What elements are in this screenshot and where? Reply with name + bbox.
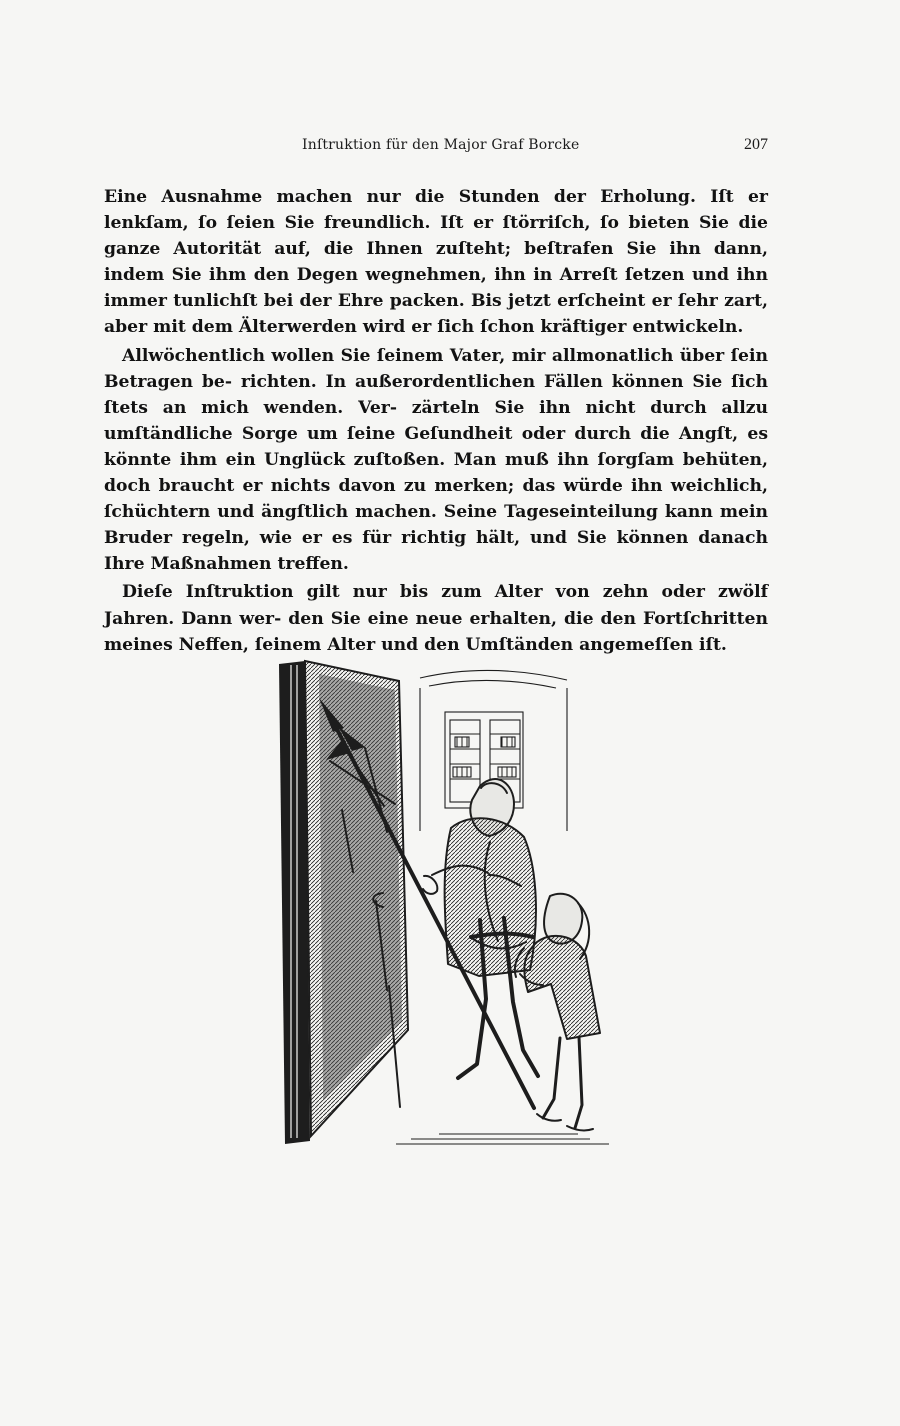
paragraph-1: Eine Ausnahme machen nur die Stunden der Erholung. Iſt er lenkſam, ſo ſeien Sie freundlich. Iſt er ſtörriſch, ſo bieten Sie die ganze Autorität auf, die Ihnen zuſteht; beſtrafen Sie ihn dann, indem Sie ihm den Degen wegnehmen, ihn in Arreſt ſetzen und ihn immer tunlichſt bei der Ehre packen. Bis jetzt erſcheint er ſehr zart, aber mit dem Älterwerden wird er ſich ſchon kräftiger entwickeln. <box>104 187 768 338</box>
paragraph-3: Dieſe Inſtruktion gilt nur bis zum Alter von zehn oder zwölf Jahren. Dann wer- den Sie eine neue erhalten, die den Fortſchritten meines Neffen, ſeinem Alter und den Umſtänden angemeſſen iſt. <box>104 582 768 655</box>
illustration-svg <box>275 656 610 1148</box>
main-text <box>104 184 768 660</box>
page-header <box>104 132 768 160</box>
paragraph-2: Allwöchentlich wollen Sie ſeinem Vater, mir allmonatlich über ſein Betragen be- richten. In außerordentlichen Fällen können Sie ſich ſtets an mich wenden. Ver- zärteln Sie ihn nicht durch allzu umſtändliche Sorge um ſeine Geſundheit oder durch die Angſt, es könnte ihm ein Unglück zuſtoßen. Man muß ihn ſorgſam behüten, doch braucht er nichts davon zu merken; das würde ihn weichlich, ſchüchtern und ängſtlich machen. Seine Tageseinteilung kann mein Bruder regeln, wie er es für richtig hält, und Sie können danach Ihre Maßnahmen treffen. <box>104 345 768 575</box>
woodcut-illustration <box>275 656 610 1148</box>
running-head: Inſtruktion für den Major Graf Borcke <box>302 137 580 153</box>
page-number: 207 <box>744 136 768 153</box>
